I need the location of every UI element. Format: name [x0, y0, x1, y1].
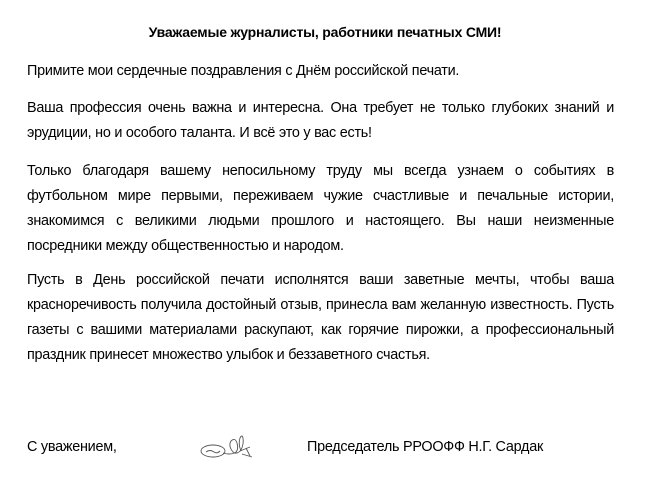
paragraph-gratitude: Только благодаря вашему непосильному труду мы всегда узнаем о событиях в футбольном мире первыми, переживаем чужие счастливые и печальные истории, знакомимся с великими людьми прошлого и настоящего. Вы наши неизменные посредники между общественностью и народом. — [27, 163, 614, 254]
paragraph-greeting: Примите мои сердечные поздравления с Днём российской печати. — [27, 63, 460, 79]
signature-icon — [196, 430, 266, 464]
closing-phrase: С уважением, — [27, 439, 117, 455]
signer-name: Председатель РРООФФ Н.Г. Сардак — [307, 439, 543, 455]
paragraph-profession: Ваша профессия очень важна и интересна. Она требует не только глубоких знаний и эрудиции, но и особого таланта. И всё это у вас есть! — [27, 100, 614, 141]
paragraph-wishes: Пусть в День российской печати исполнятся ваши заветные мечты, чтобы ваша красноречивость получила достойный отзыв, принесла вам желанную известность. Пусть газеты с вашими материалами раскупают, как горячие пирожки, а профессиональный праздник принесет множество улыбок и беззаветного счастья. — [27, 272, 614, 363]
letter-title: Уважаемые журналисты, работники печатных СМИ! — [148, 24, 502, 40]
